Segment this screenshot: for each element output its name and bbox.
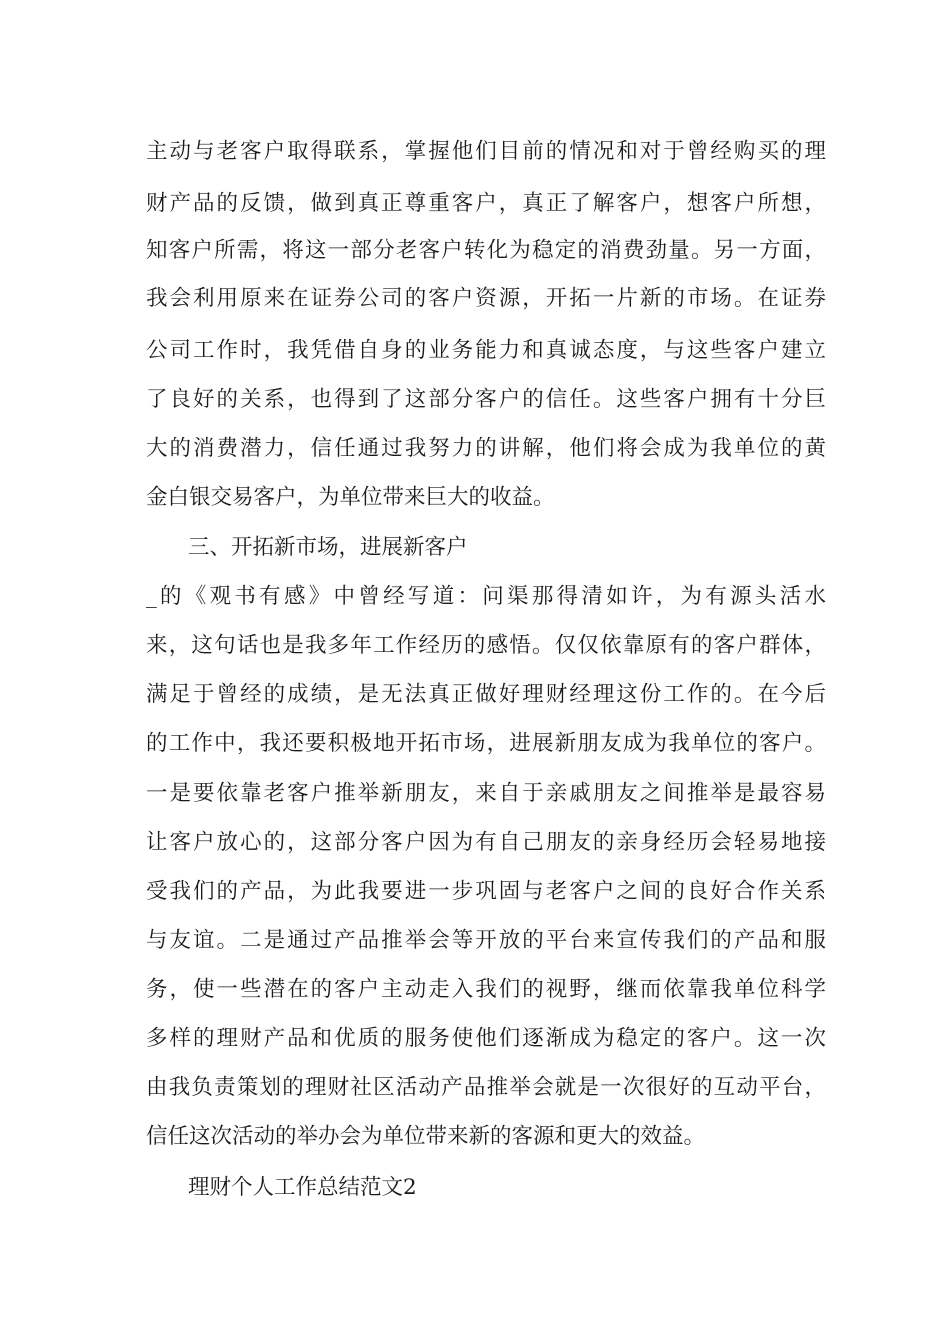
paragraph-2-line-7: 受我们的产品，为此我要进一步巩固与老客户之间的良好合作关系	[146, 879, 826, 904]
section-heading-3: 三、开拓新市场，进展新客户	[188, 535, 468, 560]
paragraph-2-line-4: 的工作中，我还要积极地开拓市场，进展新朋友成为我单位的客户。	[146, 731, 826, 756]
paragraph-1-line-6: 了良好的关系，也得到了这部分客户的信任。这些客户拥有十分巨	[146, 387, 826, 412]
paragraph-2-line-10: 多样的理财产品和优质的服务使他们逐渐成为稳定的客户。这一次	[146, 1026, 826, 1051]
paragraph-2-line-1: _的《观书有感》中曾经写道：问渠那得清如许，为有源头活水	[146, 584, 826, 609]
paragraph-1-line-7: 大的消费潜力，信任通过我努力的讲解，他们将会成为我单位的黄	[146, 436, 826, 461]
paragraph-2-line-2: 来，这句话也是我多年工作经历的感悟。仅仅依靠原有的客户群体，	[146, 633, 826, 658]
paragraph-1-line-4: 我会利用原来在证券公司的客户资源，开拓一片新的市场。在证券	[146, 286, 826, 311]
section-title: 理财个人工作总结范文2	[188, 1175, 417, 1200]
paragraph-1-line-5: 公司工作时，我凭借自身的业务能力和真诚态度，与这些客户建立	[146, 338, 826, 363]
paragraph-2-line-8: 与友谊。二是通过产品推举会等开放的平台来宣传我们的产品和服	[146, 928, 826, 953]
paragraph-2-line-12: 信任这次活动的举办会为单位带来新的客源和更大的效益。	[146, 1124, 706, 1149]
paragraph-1-line-2: 财产品的反馈，做到真正尊重客户，真正了解客户，想客户所想，	[146, 191, 826, 216]
paragraph-1-line-3: 知客户所需，将这一部分老客户转化为稳定的消费劲量。另一方面，	[146, 238, 826, 263]
paragraph-2-line-11: 由我负责策划的理财社区活动产品推举会就是一次很好的互动平台，	[146, 1075, 826, 1100]
paragraph-1-line-8: 金白银交易客户，为单位带来巨大的收益。	[146, 485, 555, 510]
paragraph-1-line-1: 主动与老客户取得联系，掌握他们目前的情况和对于曾经购买的理	[146, 139, 826, 164]
paragraph-2-line-9: 务，使一些潜在的客户主动走入我们的视野，继而依靠我单位科学	[146, 977, 826, 1002]
paragraph-2-line-6: 让客户放心的，这部分客户因为有自己朋友的亲身经历会轻易地接	[146, 830, 826, 855]
paragraph-2-line-5: 一是要依靠老客户推举新朋友，来自于亲戚朋友之间推举是最容易	[146, 781, 826, 806]
paragraph-2-line-3: 满足于曾经的成绩，是无法真正做好理财经理这份工作的。在今后	[146, 682, 826, 707]
